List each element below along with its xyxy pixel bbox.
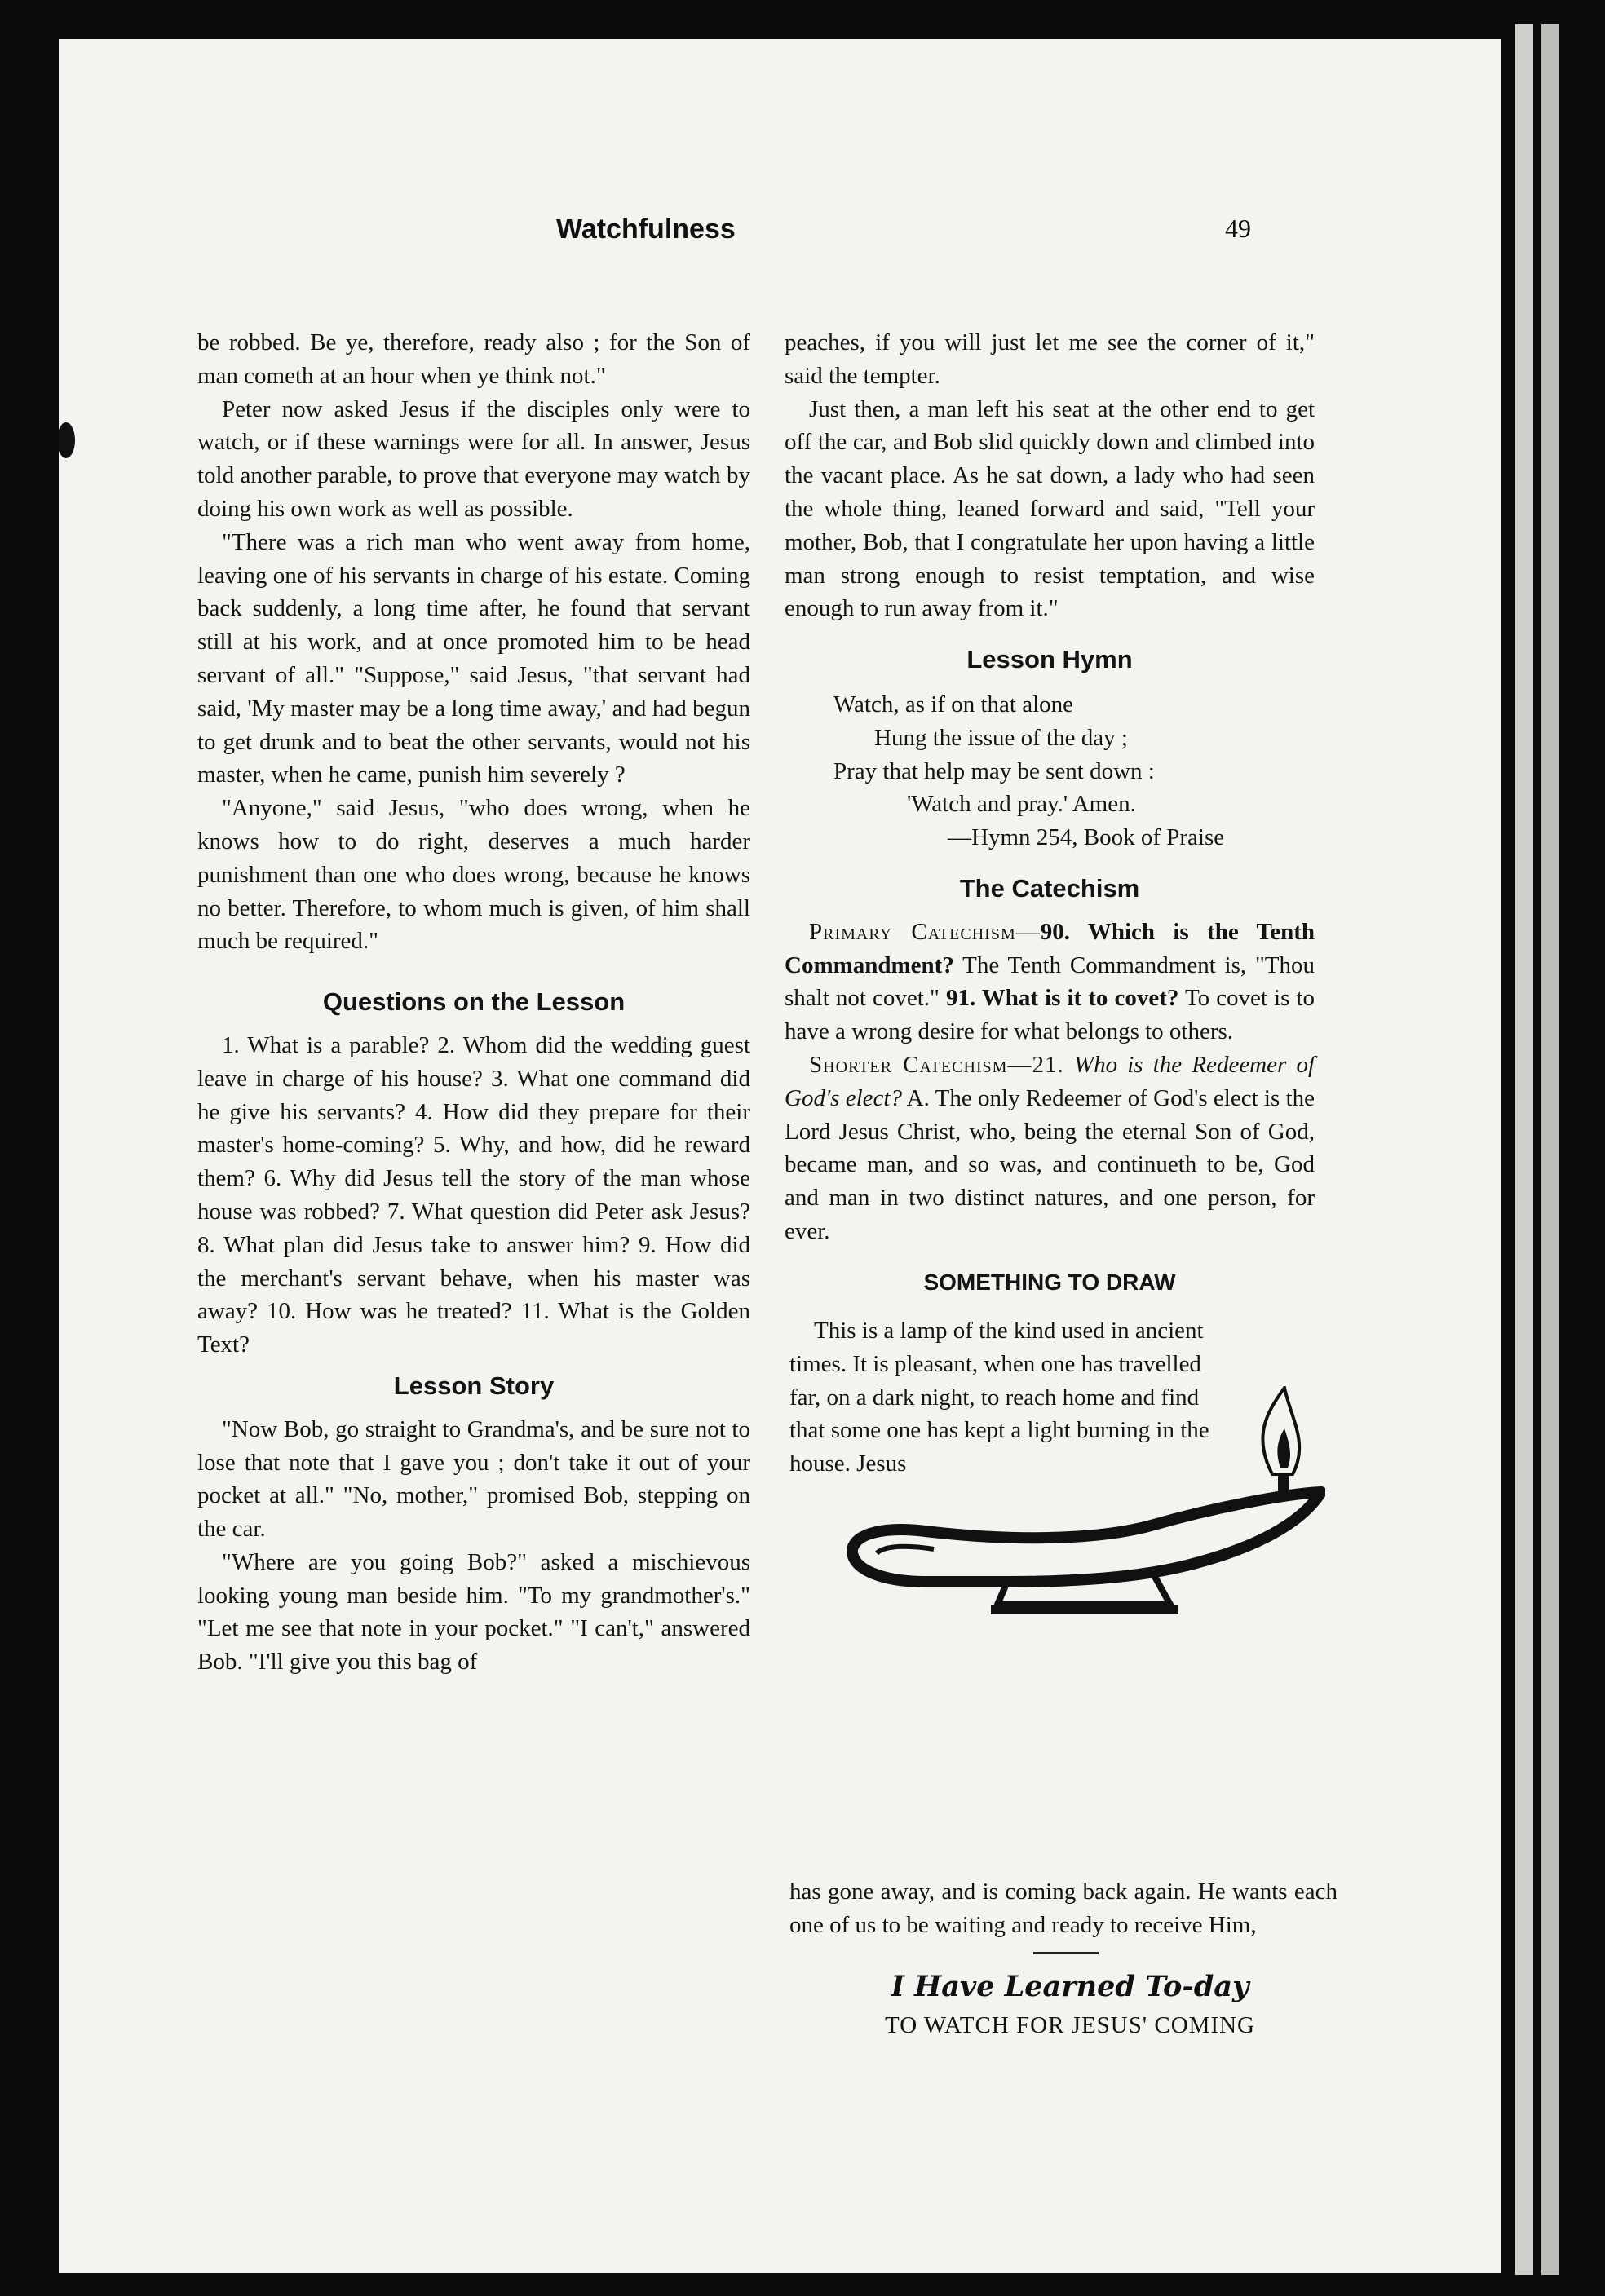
catechism-answer: To covet is to have a wrong desire for what belongs to others. (785, 985, 1315, 1045)
learned-title: I Have Learned To-day (891, 1970, 1249, 2003)
page-edge (1515, 24, 1533, 2275)
page-title: Watchfulness (556, 214, 736, 245)
shorter-catechism-label: Shorter Catechism—21. (809, 1051, 1064, 1078)
primary-catechism-label: Primary Catechism— (809, 918, 1041, 945)
oil-lamp-icon (828, 1386, 1325, 1647)
hymn-attribution: —Hymn 254, Book of Praise (948, 824, 1225, 851)
questions-text: 1. What is a parable? 2. Whom did the wedding guest leave in charge of his house? 3. What one command did he give his servants? 4. How did they prepare for their master's home-coming? 5. Why, and how, did he reward them? 6. Why did Jesus tell the story of the man whose house was robbed? 7. What question did Peter ask Jesus? 8. What plan did Jesus take to answer him? 9. How did the merchant's servant behave, when his master was away? 10. How was he treated? 11. What is the Golden Text? (197, 1031, 750, 1358)
page-edge (1541, 24, 1559, 2275)
catechism-question: Who is the Redeemer of God's elect? (785, 1051, 1315, 1111)
page-number: 49 (1225, 214, 1251, 243)
paragraph: has gone away, and is coming back again. He wants each one of us to be waiting and ready to receive Him, (789, 1879, 1338, 1938)
left-column (197, 326, 750, 1679)
hymn-line: Watch, as if on that alone (833, 691, 1074, 718)
right-column (785, 326, 1315, 1309)
paragraph: "Where are you going Bob?" asked a mischievous looking young man beside him. "To my grandmother's." "Let me see that note in your pocket." "I can't," answered Bob. "I'll give you this bag of (197, 1548, 750, 1676)
paragraph: Peter now asked Jesus if the disciples only were to watch, or if these warnings were for all. In answer, Jesus told another parable, to prove that everyone may watch by doing his own work as well as possible. (197, 395, 750, 522)
learned-subtitle: TO WATCH FOR JESUS' COMING (885, 2012, 1255, 2038)
binding-hole (59, 422, 75, 458)
draw-continuation (789, 1875, 1338, 1942)
hymn-heading: Lesson Hymn (966, 645, 1133, 674)
questions-heading: Questions on the Lesson (322, 987, 626, 1017)
hymn (785, 688, 1315, 854)
hymn-line: Pray that help may be sent down : (833, 757, 1155, 784)
divider (1033, 1952, 1099, 1954)
paragraph: "There was a rich man who went away from home, leaving one of his servants in charge of his estate. Coming back suddenly, a long time after, he found that servant still at his work, and at once promoted him to be head servant of all." "Suppose," said Jesus, "that servant had said, 'My master may be a long time away,' and had begun to get drunk and to beat the other servants, would not his master, when he came, punish him severely ? (197, 528, 750, 788)
catechism-question: 91. What is it to covet? (945, 985, 1179, 1012)
hymn-line: 'Watch and pray.' Amen. (907, 791, 1136, 818)
paragraph: "Now Bob, go straight to Grandma's, and be sure not to lose that note that I gave you ; don't take it out of your pocket at all." "No, mother," promised Bob, stepping on the car. (197, 1415, 750, 1543)
catechism-question: 90. Which is the Tenth Commandment? (785, 918, 1315, 978)
paragraph: Just then, a man left his seat at the other end to get off the car, and Bob slid quickly down and climbed into the vacant place. As he sat down, a lady who had seen the whole thing, leaned forward and said, "Tell your mother, Bob, that I congratulate her upon having a little man strong enough to resist temptation, and wise enough to run away from it." (785, 395, 1315, 622)
shorter-catechism (785, 1049, 1315, 1248)
catechism-answer: A. The only Redeemer of God's elect is the Lord Jesus Christ, who, being the eternal Son of God, became man, and so was, and continueth to be, God and man in two distinct natures, and one person, for ever. (785, 1084, 1315, 1244)
story-heading: Lesson Story (393, 1371, 555, 1400)
draw-heading: SOMETHING TO DRAW (923, 1269, 1176, 1295)
primary-catechism (785, 916, 1315, 1049)
catechism-answer: The Tenth Commandment is, "Thou shalt not covet." (785, 952, 1315, 1012)
paragraph: "Anyone," said Jesus, "who does wrong, when he knows how to do right, deserves a much harder punishment than one who does wrong, because he knows no better. Therefore, to whom much is given, of him shall much be required." (197, 795, 750, 955)
catechism-heading: The Catechism (959, 873, 1140, 903)
paragraph: This is a lamp of the kind used in ancient times. It is pleasant, when one has travelled far, on a dark night, to reach home and find that some one has kept a light burning in the house. Jesus (789, 1318, 1209, 1477)
paragraph: peaches, if you will just let me see the corner of it," said the tempter. (785, 329, 1315, 389)
hymn-line: Hung the issue of the day ; (874, 724, 1128, 751)
paragraph: be robbed. Be ye, therefore, ready also ; for the Son of man cometh at an hour when ye think not." (197, 329, 750, 389)
